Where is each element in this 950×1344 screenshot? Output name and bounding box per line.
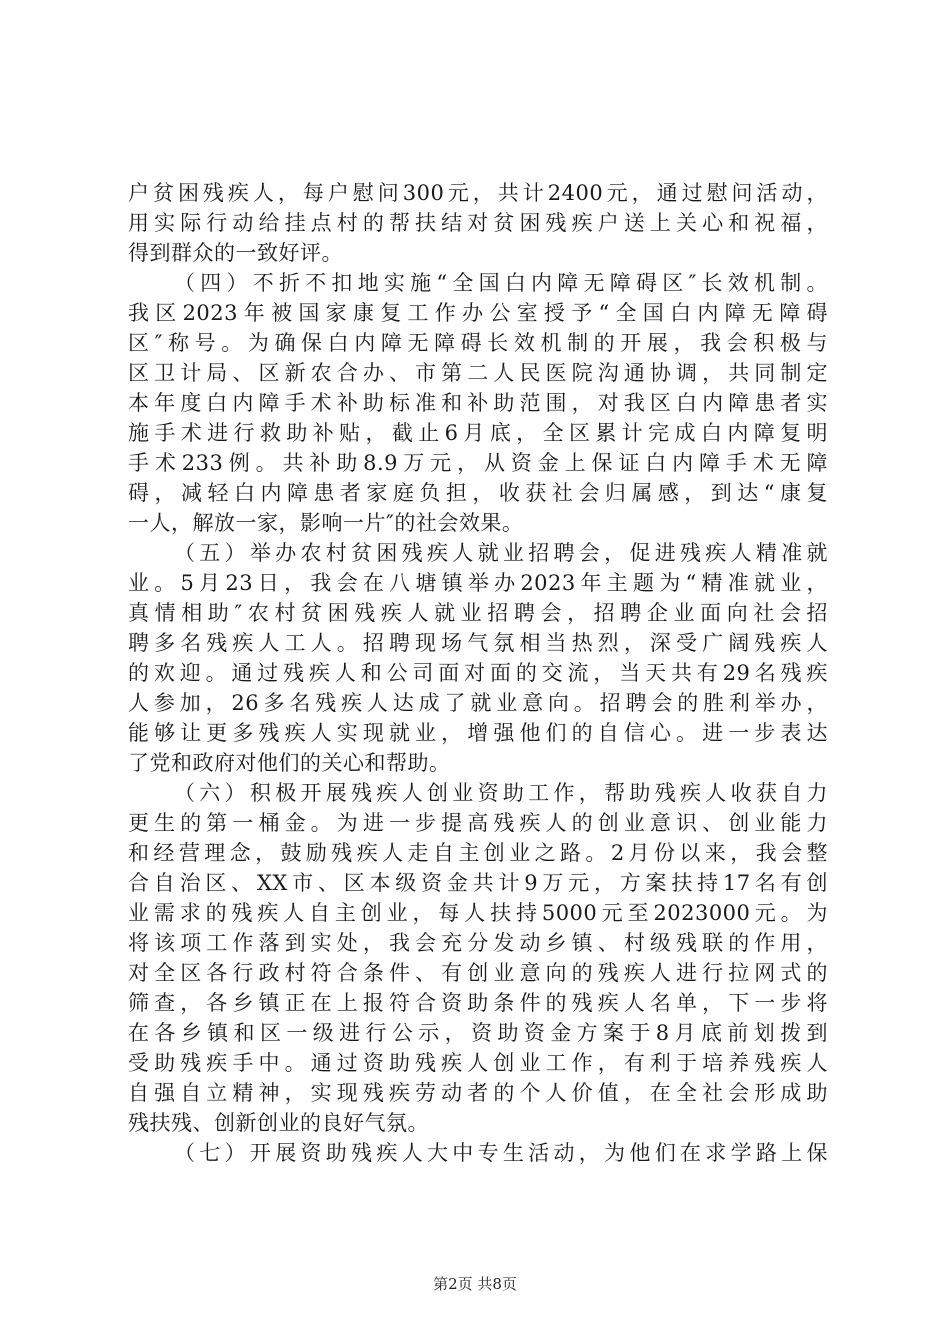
text-line: 对全区各行政村符合条件、有创业意向的残疾人进行拉网式的 [128, 961, 828, 985]
section-heading-7: （七）开展资助残疾人大中专生活动，为他们在求学路上保 [174, 1141, 828, 1165]
text-line: 自强自立精神，实现残疾劳动者的个人价值，在全社会形成助 [128, 1081, 828, 1105]
text-line: 区卫计局、区新农合办、市第二人民医院沟通协调，共同制定 [128, 361, 828, 385]
text-line: 本年度白内障手术补助标准和补助范围，对我区白内障患者实 [128, 391, 828, 415]
text-line: 残扶残、创新创业的良好气氛。 [128, 1111, 429, 1135]
text-line: 和经营理念，鼓励残疾人走自主创业之路。2月份以来，我会整 [128, 841, 828, 865]
text-line: 业。5月23日，我会在八塘镇举办2023年主题为“精准就业， [128, 571, 828, 595]
text-line: 筛查，各乡镇正在上报符合资助条件的残疾人名单，下一步将 [128, 991, 828, 1015]
page-number-label: 第2页 共8页 [433, 1275, 517, 1293]
page-footer [0, 1273, 950, 1295]
text-line: 户贫困残疾人，每户慰问300元，共计2400元，通过慰问活动， [128, 181, 828, 205]
text-line: 得到群众的一致好评。 [128, 241, 343, 265]
section-heading-5: （五）举办农村贫困残疾人就业招聘会，促进残疾人精准就 [174, 541, 828, 565]
text-line: 一人，解放一家，影响一片″的社会效果。 [128, 511, 524, 535]
text-line: 我区2023年被国家康复工作办公室授予“全国白内障无障碍 [128, 301, 828, 325]
text-line: 人参加，26多名残疾人达成了就业意向。招聘会的胜利举办， [128, 691, 828, 715]
text-line: 受助残疾手中。通过资助残疾人创业工作，有利于培养残疾人 [128, 1051, 828, 1075]
text-line: 合自治区、XX市、区本级资金共计9万元，方案扶持17名有创 [128, 871, 828, 895]
text-line: 将该项工作落到实处，我会充分发动乡镇、村级残联的作用， [128, 931, 828, 955]
text-line: 更生的第一桶金。为进一步提高残疾人的创业意识、创业能力 [128, 811, 828, 835]
text-line: 手术233例。共补助8.9万元，从资金上保证白内障手术无障 [128, 451, 828, 475]
text-line: 真情相助″农村贫困残疾人就业招聘会，招聘企业面向社会招 [128, 601, 828, 625]
text-line: 施手术进行救助补贴，截止6月底，全区累计完成白内障复明 [128, 421, 828, 445]
text-line: 能够让更多残疾人实现就业，增强他们的自信心。进一步表达 [128, 721, 828, 745]
text-line: 了党和政府对他们的关心和帮助。 [128, 751, 451, 775]
text-line: 区″称号。为确保白内障无障碍长效机制的开展，我会积极与 [128, 331, 828, 355]
text-line: 聘多名残疾人工人。招聘现场气氛相当热烈，深受广阔残疾人 [128, 631, 828, 655]
text-line: 在各乡镇和区一级进行公示，资助资金方案于8月底前划拨到 [128, 1021, 828, 1045]
text-line: 碍，减轻白内障患者家庭负担，收获社会归属感，到达“康复 [128, 481, 828, 505]
text-line: 的欢迎。通过残疾人和公司面对面的交流，当天共有29名残疾 [128, 661, 828, 685]
text-line: 用实际行动给挂点村的帮扶结对贫困残疾户送上关心和祝福， [128, 211, 828, 235]
text-line: 业需求的残疾人自主创业，每人扶持5000元至2023000元。为 [128, 901, 828, 925]
section-heading-6: （六）积极开展残疾人创业资助工作，帮助残疾人收获自力 [174, 781, 828, 805]
section-heading-4: （四）不折不扣地实施“全国白内障无障碍区″长效机制。 [174, 271, 828, 295]
